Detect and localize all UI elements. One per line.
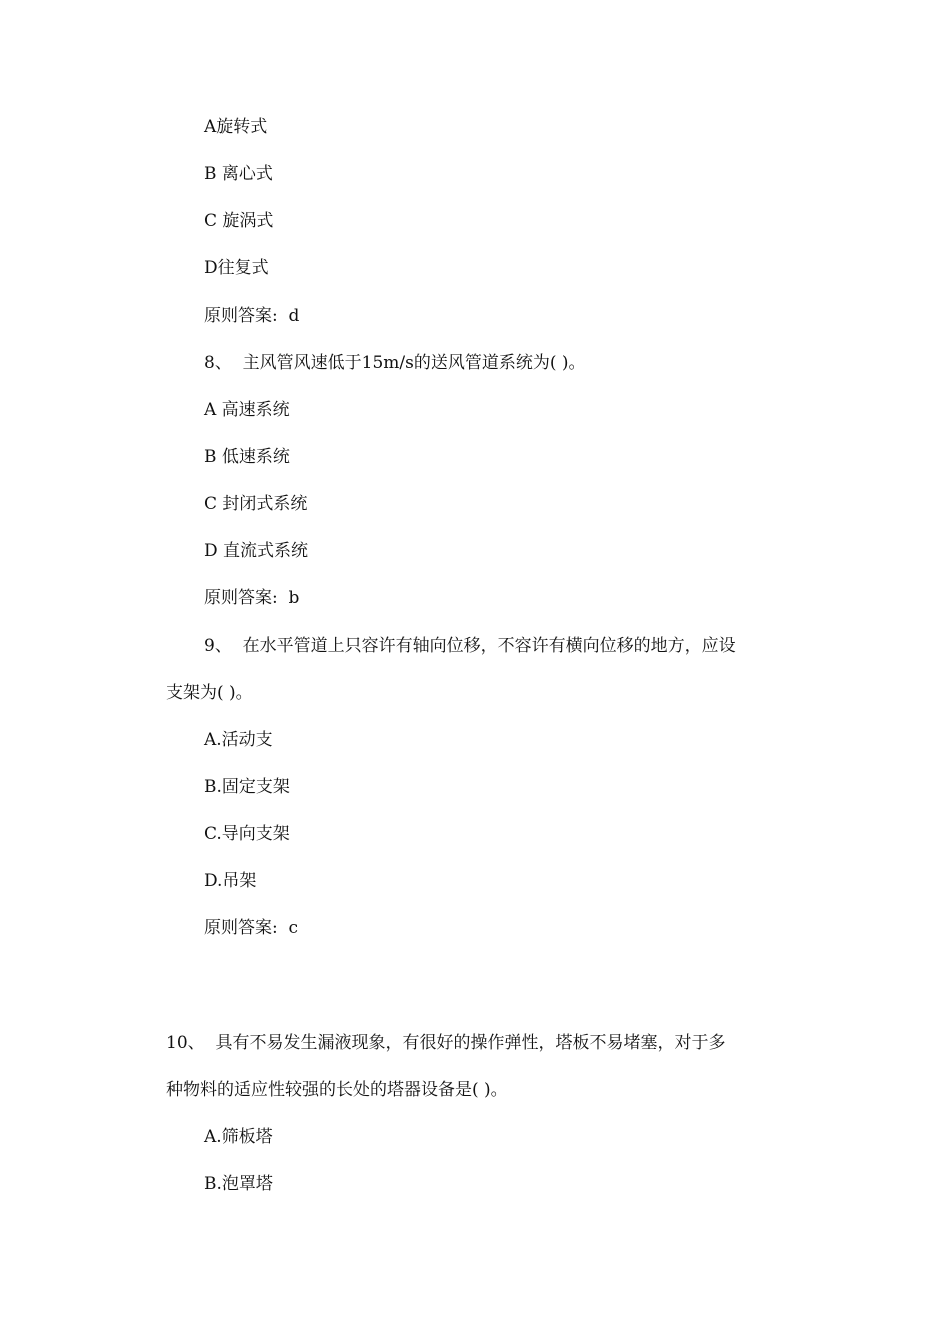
q10-option-a: A.筛板塔 [204,1127,273,1147]
q9-option-d: D.吊架 [204,871,257,891]
q10-stem-line1: 10、 具有不易发生漏液现象，有很好的操作弹性，塔板不易堵塞，对于多 [166,1033,726,1053]
q9-option-b: B.固定支架 [204,777,290,797]
q8-option-c: C 封闭式系统 [204,494,308,514]
q7-option-a: A旋转式 [204,117,268,137]
q9-option-c: C.导向支架 [204,824,290,844]
q7-answer: 原则答案: d [204,306,300,326]
q8-option-a: A 高速系统 [204,400,290,420]
q8-stem: 8、 主风管风速低于15m/s的送风管道系统为( )。 [204,353,586,373]
q9-option-a: A.活动支 [204,730,273,750]
q9-answer: 原则答案: c [204,918,299,938]
q9-stem-line1: 9、 在水平管道上只容许有轴向位移，不容许有横向位移的地方，应设 [204,636,736,656]
q10-option-b: B.泡罩塔 [204,1174,273,1194]
q7-option-c: C 旋涡式 [204,211,274,231]
q8-option-d: D 直流式系统 [204,541,309,561]
q7-option-d: D往复式 [204,258,269,278]
q9-stem-line2: 支架为( )。 [166,683,253,703]
q8-answer: 原则答案: b [204,588,300,608]
q10-stem-line2: 种物料的适应性较强的长处的塔器设备是( )。 [166,1080,508,1100]
q8-option-b: B 低速系统 [204,447,290,467]
q7-option-b: B 离心式 [204,164,273,184]
